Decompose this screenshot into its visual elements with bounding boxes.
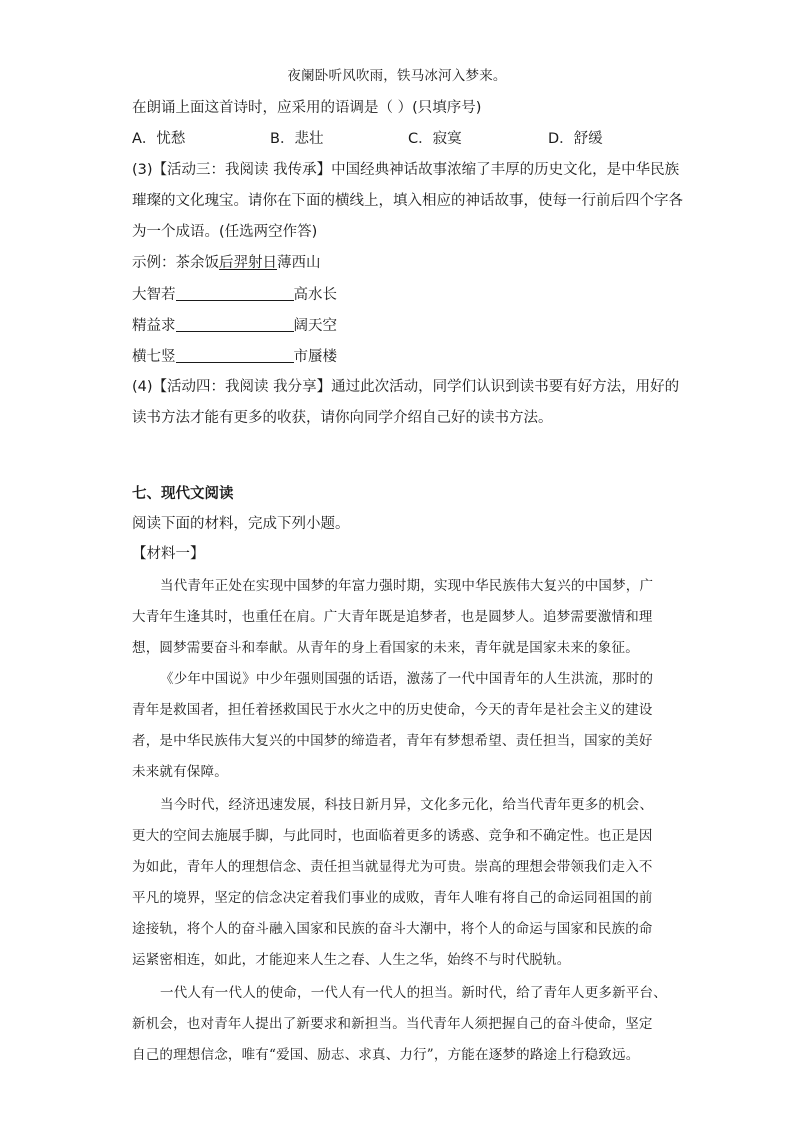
item-right: 阔天空 [293, 318, 337, 334]
section-instruction: 阅读下面的材料，完成下列小题。 [132, 516, 350, 532]
answer-blank[interactable] [176, 315, 294, 332]
option-c[interactable]: C．寂寞 [408, 131, 462, 147]
q3-item-3 [132, 346, 337, 367]
material-line: 《少年中国说》中少年强则国强的话语，激荡了一代中国青年的人生洪流，那时的 [160, 671, 654, 687]
material-line: 者，是中华民族伟大复兴的中国梦的缔造者，青年有梦想希望、责任担当，国家的美好 [132, 733, 653, 749]
material-line: 当代青年正处在实现中国梦的年富力强时期，实现中华民族伟大复兴的中国梦，广 [160, 578, 654, 594]
example-suffix: 薄西山 [277, 255, 321, 271]
q3-text-line-3: 为一个成语。(任选两空作答) [132, 224, 318, 240]
q4-text-line-2: 读书方法才能有更多的收获，请你向同学介绍自己好的读书方法。 [132, 410, 553, 426]
section-title: 七、现代文阅读 [132, 486, 234, 502]
material-line: 青年是救国者，担任着拯救国民于水火之中的历史使命，今天的青年是社会主义的建设 [132, 702, 653, 718]
q2-stem: 在朗诵上面这首诗时，应采用的语调是（ ）(只填序号) [132, 100, 482, 116]
item-right: 高水长 [293, 287, 337, 303]
material-line: 大青年生逢其时，也重任在肩。广大青年既是追梦者，也是圆梦人。追梦需要激情和理 [132, 609, 653, 625]
material-line: 平凡的境界，坚定的信念决定着我们事业的成败，青年人唯有将自己的命运同祖国的前 [132, 890, 653, 906]
answer-blank[interactable] [176, 284, 294, 301]
material-line: 运紧密相连，如此，才能迎来人生之春、人生之华，始终不与时代脱轨。 [132, 952, 571, 968]
example-prefix: 示例：茶余饭 [132, 255, 219, 271]
material-line: 更大的空间去施展手脚，与此同时，也面临着更多的诱惑、竞争和不确定性。也正是因 [132, 828, 653, 844]
option-b[interactable]: B．悲壮 [270, 131, 324, 147]
example-answer: 后羿射日 [219, 255, 277, 271]
material-line: 自己的理想信念，唯有“爱国、励志、求真、力行”，方能在逐梦的路途上行稳致远。 [132, 1047, 640, 1063]
q3-item-2 [132, 315, 337, 336]
item-left: 横七竖 [132, 349, 176, 365]
q3-item-1 [132, 284, 337, 305]
material-line: 新机会，也对青年人提出了新要求和新担当。当代青年人须把握自己的奋斗使命，坚定 [132, 1016, 653, 1032]
q4-text-line-1: (4)【活动四：我阅读 我分享】通过此次活动，同学们认识到读书要有好方法，用好的 [132, 379, 680, 395]
material-line: 未来就有保障。 [132, 764, 228, 780]
q3-text-line-2: 璀璨的文化瑰宝。请你在下面的横线上，填入相应的神话故事，使每一行前后四个字各 [132, 193, 683, 209]
answer-blank[interactable] [176, 346, 294, 363]
q2-options [132, 129, 692, 149]
material-label: 【材料一】 [132, 546, 205, 562]
q3-example [132, 253, 321, 273]
item-right: 市蜃楼 [293, 349, 337, 365]
option-a[interactable]: A．忧愁 [132, 131, 186, 147]
poem-line: 夜阑卧听风吹雨，铁马冰河入梦来。 [287, 68, 507, 84]
item-left: 大智若 [132, 287, 176, 303]
material-line: 当今时代，经济迅速发展，科技日新月异，文化多元化，给当代青年更多的机会、 [160, 797, 654, 813]
option-d[interactable]: D．舒缓 [548, 131, 603, 147]
item-left: 精益求 [132, 318, 176, 334]
q3-text-line-1: (3)【活动三：我阅读 我传承】中国经典神话故事浓缩了丰厚的历史文化，是中华民族 [132, 162, 680, 178]
material-line: 一代人有一代人的使命，一代人有一代人的担当。新时代，给了青年人更多新平台、 [160, 985, 667, 1001]
material-line: 为如此，青年人的理想信念、责任担当就显得尤为可贵。崇高的理想会带领我们走入不 [132, 859, 653, 875]
material-line: 想，圆梦需要奋斗和奉献。从青年的身上看国家的未来，青年就是国家未来的象征。 [132, 640, 639, 656]
material-line: 途接轨，将个人的奋斗融入国家和民族的奋斗大潮中，将个人的命运与国家和民族的命 [132, 921, 653, 937]
